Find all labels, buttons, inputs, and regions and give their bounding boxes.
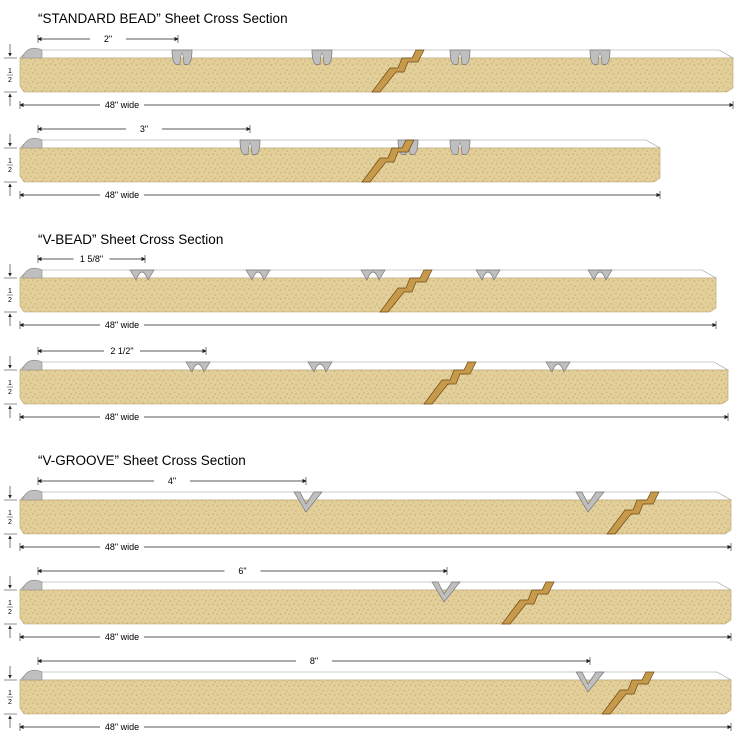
width-label: 48" wide <box>104 542 140 552</box>
width-label: 48" wide <box>104 190 140 200</box>
board-body <box>20 148 660 182</box>
edge-bead <box>22 360 42 370</box>
section-title-v-groove: “V-GROOVE” Sheet Cross Section <box>38 453 246 468</box>
profile-1-0 <box>4 253 716 331</box>
profile-2-0 <box>4 475 731 553</box>
thickness-denominator: 2 <box>8 297 12 304</box>
profile-2-1 <box>4 565 731 643</box>
spacing-label: 6" <box>238 566 247 576</box>
board-body <box>20 590 731 624</box>
width-label: 48" wide <box>104 320 140 330</box>
thickness-denominator: 2 <box>8 389 12 396</box>
edge-bead <box>22 490 42 500</box>
edge-bead <box>22 670 42 680</box>
thickness-numerator: 1 <box>8 288 12 295</box>
section-title-v-bead: “V-BEAD” Sheet Cross Section <box>38 232 224 247</box>
thickness-numerator: 1 <box>8 380 12 387</box>
thickness-numerator: 1 <box>8 68 12 75</box>
board-top-face <box>20 140 660 148</box>
width-label: 48" wide <box>104 632 140 642</box>
spacing-label: 2 1/2" <box>110 346 134 356</box>
profile-1-1 <box>4 345 728 423</box>
board-body <box>20 680 731 714</box>
board-top-face <box>20 362 728 370</box>
edge-bead <box>22 268 42 278</box>
profile-2-2 <box>4 655 731 733</box>
thickness-numerator: 1 <box>8 510 12 517</box>
thickness-denominator: 2 <box>8 699 12 706</box>
thickness-denominator: 2 <box>8 77 12 84</box>
thickness-numerator: 1 <box>8 158 12 165</box>
board-body <box>20 370 728 404</box>
board-body <box>20 278 716 312</box>
section-title-standard-bead: “STANDARD BEAD” Sheet Cross Section <box>38 11 288 26</box>
spacing-label: 3" <box>139 124 149 134</box>
thickness-numerator: 1 <box>8 690 12 697</box>
board-top-face <box>20 492 731 500</box>
edge-bead <box>22 138 42 148</box>
edge-bead <box>22 580 42 590</box>
thickness-denominator: 2 <box>8 167 12 174</box>
profile-0-0 <box>4 33 733 111</box>
board-top-face <box>20 672 731 680</box>
board-top-face <box>20 50 733 58</box>
spacing-label: 2" <box>103 34 113 44</box>
thickness-numerator: 1 <box>8 600 12 607</box>
spacing-label: 1 5/8" <box>79 254 104 264</box>
board-top-face <box>20 582 731 590</box>
thickness-denominator: 2 <box>8 609 12 616</box>
width-label: 48" wide <box>104 722 140 732</box>
edge-bead <box>22 48 42 58</box>
thickness-denominator: 2 <box>8 519 12 526</box>
profile-0-1 <box>4 123 660 201</box>
width-label: 48" wide <box>104 412 140 422</box>
width-label: 48" wide <box>104 100 140 110</box>
spacing-label: 8" <box>309 656 319 666</box>
spacing-label: 4" <box>167 476 177 486</box>
